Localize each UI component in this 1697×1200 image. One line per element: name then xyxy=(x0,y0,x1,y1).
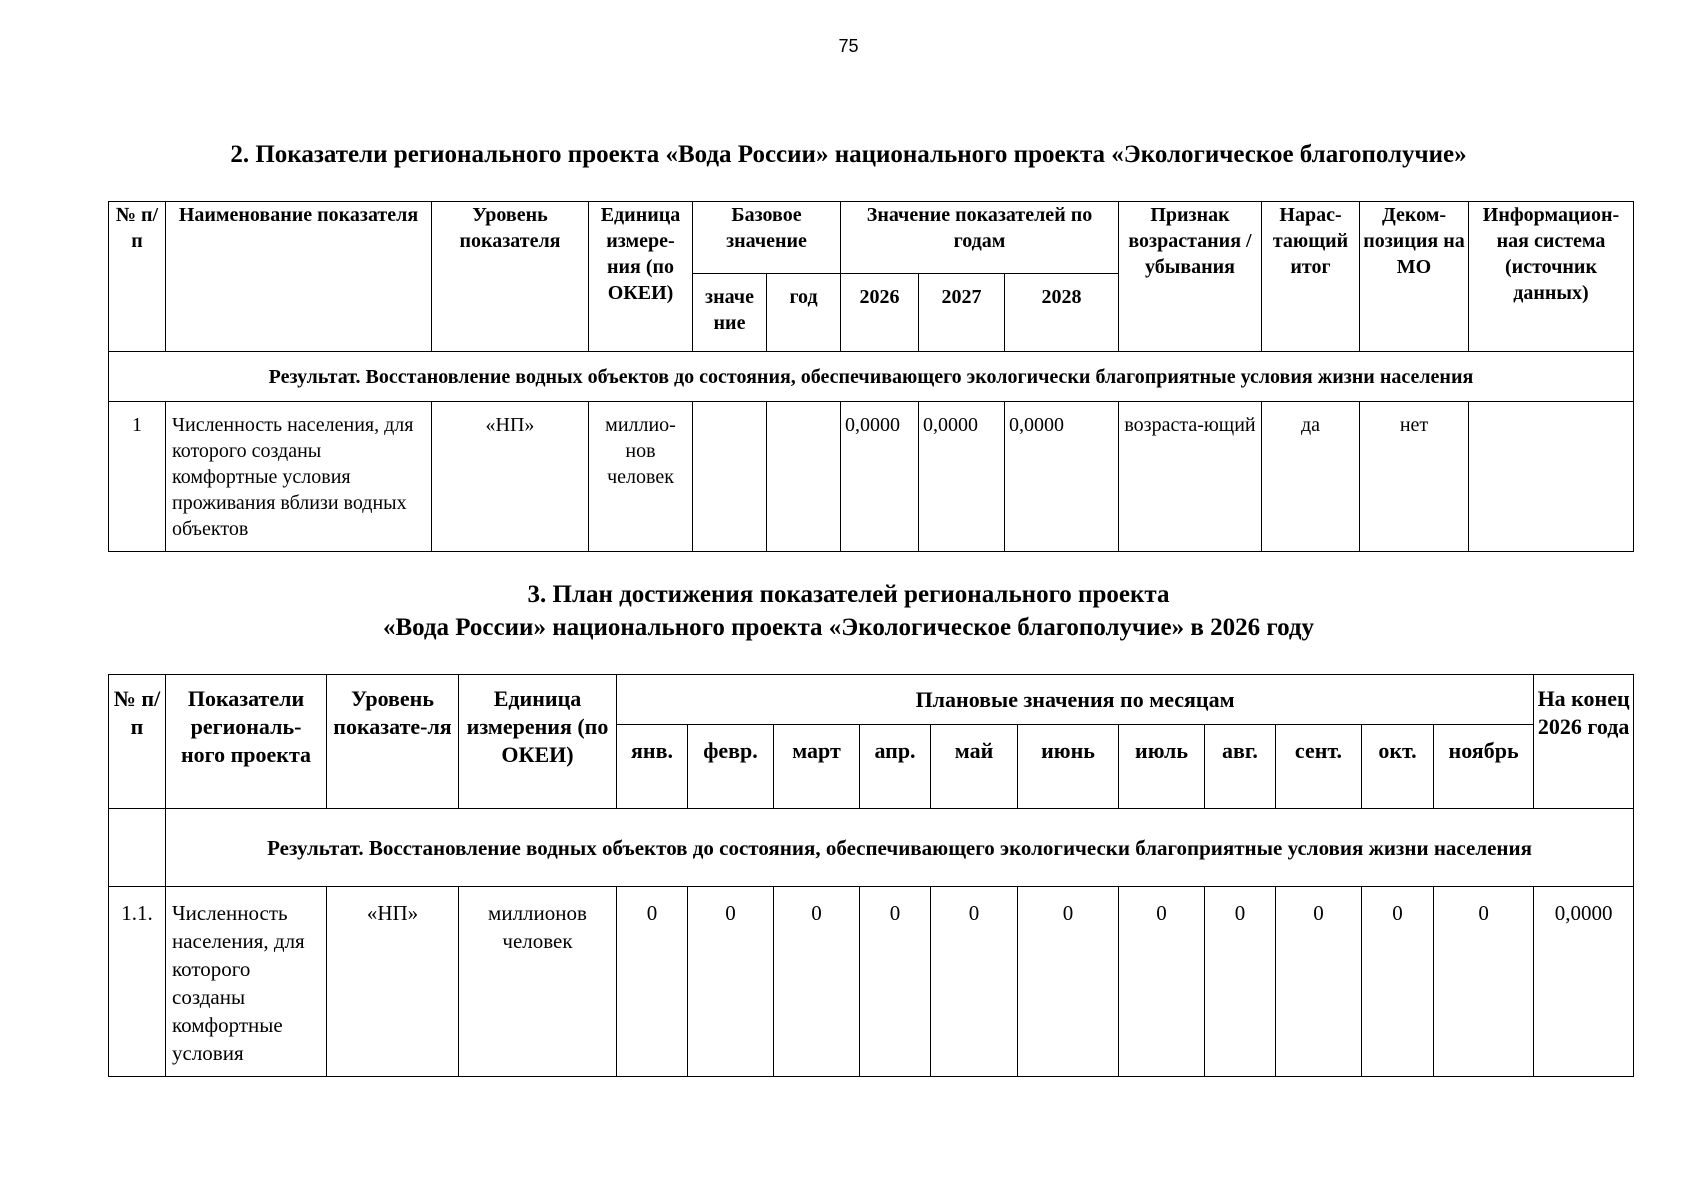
plan-header-monthly: Плановые значения по месяцам xyxy=(617,675,1534,725)
plan-header-end-of-year: На конец 2026 года xyxy=(1534,675,1634,809)
plan-month-value: 0 xyxy=(617,887,688,1077)
month-header: март xyxy=(774,725,860,809)
row-value-2028: 0,0000 xyxy=(1005,402,1119,552)
month-header: сент. xyxy=(1276,725,1362,809)
header-year-2026: 2026 xyxy=(841,274,919,352)
plan-month-value: 0 xyxy=(774,887,860,1077)
section-3-title-line1: 3. План достижения показателей регионального проекта xyxy=(527,581,1170,608)
plan-month-value: 0 xyxy=(1018,887,1119,1077)
plan-end-of-year-value: 0,0000 xyxy=(1534,887,1634,1077)
page-number: 75 xyxy=(838,36,859,56)
header-base-year: год xyxy=(767,274,841,352)
row-unit: миллио-нов человек xyxy=(589,402,693,552)
row-base-year xyxy=(767,402,841,552)
header-unit: Единица измере-ния (по ОКЕИ) xyxy=(589,202,693,352)
header-num: № п/п xyxy=(109,202,166,352)
plan-result-empty-cell xyxy=(109,809,166,887)
header-trend: Признак возрастания / убывания xyxy=(1119,202,1262,352)
month-header: янв. xyxy=(617,725,688,809)
plan-result-row: Результат. Восстановление водных объектов до состояния, обеспечивающего экологически благоприятные условия жизни населения xyxy=(166,809,1634,887)
plan-header-level: Уровень показате-ля xyxy=(327,675,459,809)
row-info-system xyxy=(1469,402,1634,552)
month-header: февр. xyxy=(688,725,774,809)
section-2-title: 2. Показатели регионального проекта «Вода России» национального проекта «Экологическое благополучие» xyxy=(230,141,1467,168)
header-cumulative: Нарас-тающий итог xyxy=(1262,202,1360,352)
row-trend: возраста-ющий xyxy=(1119,402,1262,552)
section-3-title-line2: «Вода России» национального проекта «Экологическое благополучие» в 2026 году xyxy=(382,614,1315,641)
row-level: «НП» xyxy=(432,402,589,552)
row-indicator-name: Численность населения, для которого созданы комфортные условия проживания вблизи водных объектов xyxy=(166,402,432,552)
header-year-2027: 2027 xyxy=(919,274,1005,352)
plan-month-value: 0 xyxy=(931,887,1018,1077)
row-value-2026: 0,0000 xyxy=(841,402,919,552)
plan-month-value: 0 xyxy=(860,887,931,1077)
row-value-2027: 0,0000 xyxy=(919,402,1005,552)
plan-month-value: 0 xyxy=(1276,887,1362,1077)
plan-month-value: 0 xyxy=(1205,887,1276,1077)
plan-row-num: 1.1. xyxy=(109,887,166,1077)
header-info-system: Информацион-ная система (источник данных) xyxy=(1469,202,1634,352)
header-year-2028: 2028 xyxy=(1005,274,1119,352)
header-decomposition: Деком-позиция на МО xyxy=(1360,202,1469,352)
plan-month-value: 0 xyxy=(1434,887,1534,1077)
header-base-value: Базовое значение xyxy=(693,202,841,274)
row-cumulative: да xyxy=(1262,402,1360,552)
plan-row-level: «НП» xyxy=(327,887,459,1077)
header-values-by-year: Значение показателей по годам xyxy=(841,202,1119,274)
indicators-table xyxy=(108,201,1634,552)
header-level: Уровень показателя xyxy=(432,202,589,352)
month-header: апр. xyxy=(860,725,931,809)
plan-month-value: 0 xyxy=(1362,887,1434,1077)
plan-month-value: 0 xyxy=(688,887,774,1077)
header-base-value-sub: значе ние xyxy=(693,274,767,352)
plan-header-indicators: Показатели региональ-ного проекта xyxy=(166,675,327,809)
row-decomposition: нет xyxy=(1360,402,1469,552)
plan-row-unit: миллионов человек xyxy=(459,887,617,1077)
row-num: 1 xyxy=(109,402,166,552)
row-base-value xyxy=(693,402,767,552)
plan-month-value: 0 xyxy=(1119,887,1205,1077)
month-header: июнь xyxy=(1018,725,1119,809)
monthly-plan-table xyxy=(108,674,1634,1077)
month-header: авг. xyxy=(1205,725,1276,809)
plan-header-num: № п/п xyxy=(109,675,166,809)
month-header: окт. xyxy=(1362,725,1434,809)
section-3-title xyxy=(0,578,1697,644)
plan-row-indicator-name: Численность населения, для которого созданы комфортные условия xyxy=(166,887,327,1077)
result-row: Результат. Восстановление водных объектов до состояния, обеспечивающего экологически благоприятные условия жизни населения xyxy=(109,352,1634,402)
header-indicator-name: Наименование показателя xyxy=(166,202,432,352)
month-header: июль xyxy=(1119,725,1205,809)
plan-header-unit: Единица измерения (по ОКЕИ) xyxy=(459,675,617,809)
month-header: ноябрь xyxy=(1434,725,1534,809)
month-header: май xyxy=(931,725,1018,809)
